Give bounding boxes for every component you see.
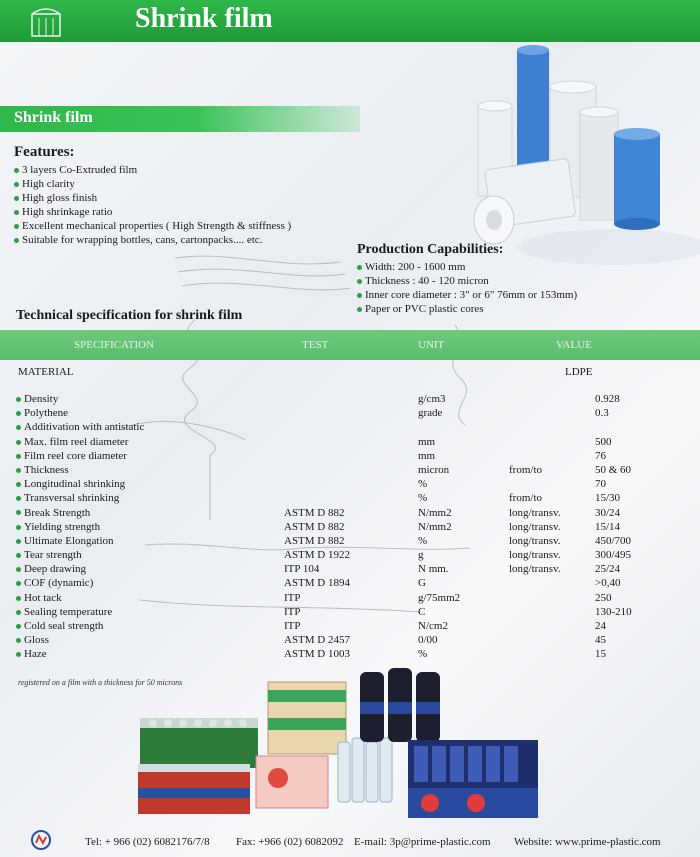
cell-value: 0.3 (595, 407, 609, 420)
cell-name (16, 535, 114, 547)
cell-unit: % (418, 492, 428, 505)
cell-name (16, 634, 49, 646)
cell-value: 130-210 (595, 605, 632, 618)
bullet-icon (16, 482, 21, 487)
material-label: MATERIAL (18, 366, 74, 378)
table-row (16, 549, 696, 563)
table-row (16, 535, 696, 549)
bullet-icon (357, 307, 362, 312)
list-item-text: Excellent mechanical properties ( High Strength & stiffness ) (22, 220, 292, 232)
cell-test: ASTM D 1922 (284, 549, 351, 562)
cell-name (16, 507, 90, 519)
cell-name (16, 436, 128, 448)
list-item (14, 191, 291, 205)
bullet-icon (16, 610, 21, 615)
film-rolls-image (462, 42, 700, 272)
cell-unit: 0/00 (418, 634, 438, 647)
list-item (14, 233, 291, 247)
cell-name-text: Tear strength (24, 549, 82, 562)
cell-name-text: Break Strength (24, 506, 91, 519)
cell-range: from/to (509, 463, 542, 476)
cell-name-text: Haze (24, 648, 47, 661)
list-item-text: Inner core diameter : 3" or 6" 76mm or 153mm) (365, 289, 578, 301)
cell-name-text: Transversal shrinking (24, 492, 120, 505)
list-item-text: Paper or PVC plastic cores (365, 303, 484, 315)
cell-unit: C (418, 605, 426, 618)
features-list (14, 163, 291, 247)
cell-value: 25/24 (595, 563, 621, 576)
cell-unit: mm (418, 449, 436, 462)
cell-value: 0.928 (595, 393, 620, 405)
header-value: VALUE (556, 339, 592, 351)
table-row (16, 577, 696, 591)
bullet-icon (16, 454, 21, 459)
production-capabilities (357, 242, 577, 316)
bullet-icon (16, 652, 21, 657)
cell-value: 250 (595, 591, 612, 604)
cell-test: ASTM D 2457 (284, 634, 351, 647)
cell-name (16, 393, 58, 405)
cell-unit: N/mm2 (418, 506, 452, 519)
table-row (16, 492, 696, 506)
list-item (357, 274, 577, 288)
list-item (14, 205, 291, 219)
cell-value: 76 (595, 449, 606, 462)
cell-name-text: Max. film reel diameter (24, 435, 129, 448)
cell-name-text: Density (24, 393, 59, 405)
bullet-icon (14, 168, 19, 173)
list-item (14, 219, 291, 233)
table-row (16, 620, 696, 634)
cell-test: ITP (284, 620, 301, 632)
footer-email[interactable]: E-mail: 3p@prime-plastic.com (354, 836, 491, 848)
cell-name-text: Polythene (24, 407, 68, 420)
table-row (16, 478, 696, 492)
footer-tel: Tel: + 966 (02) 6082176/7/8 (85, 836, 210, 848)
list-item-text: High clarity (22, 178, 75, 190)
bullet-icon (14, 210, 19, 215)
cell-name-text: Ultimate Elongation (24, 534, 114, 547)
company-logo-icon (30, 829, 52, 851)
spec-note: registered on a film with a thickness for 50 microns (18, 678, 183, 687)
bullet-icon (357, 293, 362, 298)
cell-name (16, 407, 68, 419)
list-item (357, 260, 577, 274)
section-banner (0, 106, 360, 132)
cell-range: long/transv. (509, 563, 561, 576)
cell-unit: mm (418, 435, 436, 448)
cell-name (16, 492, 119, 504)
table-row (16, 436, 696, 450)
bullet-icon (16, 468, 21, 473)
list-item (357, 302, 577, 316)
list-item-text: Thickness : 40 - 120 micron (365, 275, 489, 287)
list-item-text: 3 layers Co-Extruded film (22, 164, 138, 176)
bullet-icon (14, 196, 19, 201)
cell-name (16, 549, 82, 561)
cell-name (16, 606, 112, 618)
bullet-icon (14, 238, 19, 243)
bullet-icon (16, 567, 21, 572)
cell-unit: g/75mm2 (418, 591, 461, 604)
table-row (16, 563, 696, 577)
table-row (16, 450, 696, 464)
page-title: Shrink film (135, 3, 273, 34)
list-item-text: Suitable for wrapping bottles, cans, cartonpacks.... etc. (22, 234, 263, 246)
cell-unit: % (418, 478, 428, 491)
cell-test: ASTM D 882 (284, 520, 345, 533)
cell-unit: N/mm2 (418, 520, 452, 533)
production-heading: Production Capabilities: (357, 242, 504, 257)
table-row (16, 592, 696, 606)
bullet-icon (16, 510, 21, 515)
cell-name-text: Cold seal strength (24, 620, 104, 632)
table-row (16, 634, 696, 648)
cell-value: 50 & 60 (595, 463, 632, 476)
section-title: Shrink film (14, 109, 93, 126)
bullet-icon (16, 553, 21, 558)
cell-name-text: Gloss (24, 634, 50, 647)
cell-value: 24 (595, 620, 606, 632)
table-row (16, 393, 696, 407)
bullet-icon (16, 425, 21, 430)
cell-test: ITP 104 (284, 563, 320, 576)
material-value: LDPE (565, 366, 593, 378)
table-row (16, 464, 696, 478)
cell-test: ASTM D 1003 (284, 648, 351, 661)
cell-name (16, 620, 103, 632)
bullet-icon (16, 638, 21, 643)
cell-value: 300/495 (595, 549, 632, 562)
spec-title: Technical specification for shrink film (16, 308, 243, 323)
list-item-text: High gloss finish (22, 192, 98, 204)
cell-value: 15 (595, 648, 606, 661)
cell-unit: N mm. (418, 563, 449, 576)
cell-name-text: Additivation with antistatic (24, 421, 145, 434)
features-heading: Features: (14, 144, 75, 160)
list-item (14, 177, 291, 191)
cell-value: 45 (595, 634, 606, 647)
cell-test: ASTM D 1894 (284, 577, 351, 590)
bullet-icon (16, 440, 21, 445)
cell-name-text: Longitudinal shrinking (24, 478, 126, 491)
cell-name (16, 563, 86, 575)
spec-table-header (0, 330, 700, 360)
cell-name-text: Yielding strength (24, 520, 101, 533)
cell-test: ITP (284, 605, 301, 618)
cell-unit: G (418, 577, 426, 590)
footer (0, 826, 700, 857)
bullet-icon (14, 224, 19, 229)
features-block (14, 144, 291, 247)
cell-value: >0,40 (595, 577, 621, 590)
cell-value: 15/14 (595, 520, 621, 533)
cell-name (16, 592, 62, 604)
cell-unit: grade (418, 407, 443, 420)
cell-value: 70 (595, 478, 606, 491)
cell-name-text: Thickness (24, 463, 69, 476)
cell-value: 15/30 (595, 492, 621, 505)
table-row (16, 521, 696, 535)
cell-test: ASTM D 882 (284, 506, 345, 519)
cell-name-text: Hot tack (24, 591, 62, 604)
cell-value: 500 (595, 435, 612, 448)
bullet-icon (14, 182, 19, 187)
cell-range: long/transv. (509, 506, 561, 519)
header-bar (0, 0, 700, 42)
bullet-icon (16, 397, 21, 402)
cell-name (16, 648, 47, 660)
production-list (357, 260, 577, 316)
table-row (16, 507, 696, 521)
cell-test: ITP (284, 591, 301, 604)
cell-name (16, 521, 100, 533)
footer-fax: Fax: +966 (02) 6082092 (236, 836, 344, 848)
cell-unit: g/cm3 (418, 393, 446, 405)
list-item (357, 288, 577, 302)
cell-range: from/to (509, 492, 542, 505)
cell-name (16, 464, 69, 476)
bullet-icon (16, 525, 21, 530)
bullet-icon (16, 496, 21, 501)
cell-range: long/transv. (509, 549, 561, 562)
cell-unit: % (418, 648, 428, 661)
bullet-icon (357, 279, 362, 284)
cell-range: long/transv. (509, 534, 561, 547)
bullet-icon (16, 539, 21, 544)
bullet-icon (357, 265, 362, 270)
cell-unit: micron (418, 463, 450, 476)
footer-website[interactable]: Website: www.prime-plastic.com (514, 836, 661, 848)
header-specification: SPECIFICATION (74, 339, 155, 351)
bullet-icon (16, 411, 21, 416)
packaged-products-image (138, 660, 548, 825)
bullet-icon (16, 596, 21, 601)
film-wrap-logo-icon (30, 4, 62, 38)
cell-name (16, 478, 125, 490)
cell-name (16, 450, 127, 462)
cell-value: 450/700 (595, 534, 632, 547)
list-item-text: High shrinkage ratio (22, 206, 113, 218)
cell-name (16, 577, 93, 589)
cell-value: 30/24 (595, 506, 621, 519)
cell-name (16, 421, 144, 433)
cell-name-text: COF (dynamic) (24, 577, 94, 590)
spec-table-body (16, 393, 696, 663)
table-row (16, 421, 696, 435)
table-row (16, 606, 696, 620)
list-item-text: Width: 200 - 1600 mm (365, 261, 466, 273)
bullet-icon (16, 624, 21, 629)
cell-range: long/transv. (509, 520, 561, 533)
cell-name-text: Film reel core diameter (24, 449, 127, 462)
header-test: TEST (302, 339, 329, 351)
cell-name-text: Deep drawing (24, 563, 87, 576)
list-item (14, 163, 291, 177)
cell-unit: % (418, 534, 428, 547)
cell-unit: g (418, 549, 424, 562)
table-row (16, 407, 696, 421)
cell-name-text: Sealing temperature (24, 605, 113, 618)
cell-test: ASTM D 882 (284, 534, 345, 547)
cell-unit: N/cm2 (418, 620, 448, 632)
header-unit: UNIT (418, 339, 445, 351)
bullet-icon (16, 581, 21, 586)
